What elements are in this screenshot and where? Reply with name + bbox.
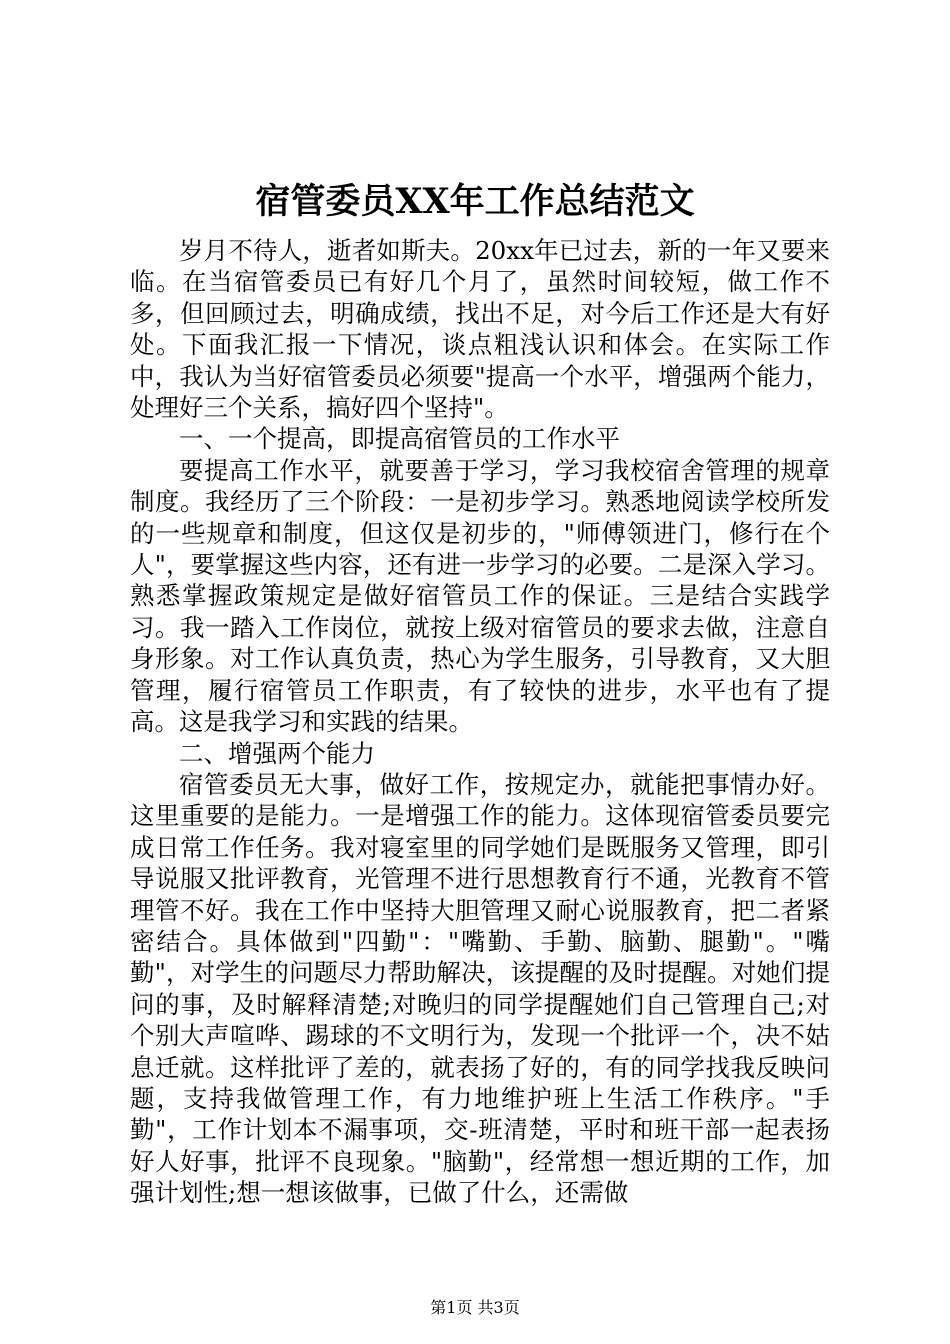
section-heading-2: 二、增强两个能力	[179, 738, 375, 768]
paragraph-section-1: 要提高工作水平，就要善于学习，学习我校宿舍管理的规章制度。我经历了三个阶段：一是初步学习。熟悉地阅读学校所发的一些规章和制度，但这仅是初步的，"师傅领进门，修行在个人"，要掌握这些内容，还有进一步学习的必要。二是深入学习。熟悉掌握政策规定是做好宿管员工作的保证。三是结合实践学习。我一踏入工作岗位，就按上级对宿管员的要求去做，注意自身形象。对工作认真负责，热心为学生服务，引导教育，又大胆管理，履行宿管员工作职责，有了较快的进步，水平也有了提高。这是我学习和实践的结果。	[130, 455, 830, 737]
section-heading-1: 一、一个提高，即提高宿管员的工作水平	[179, 424, 620, 454]
paragraph-section-2: 宿管委员无大事，做好工作，按规定办，就能把事情办好。这里重要的是能力。一是增强工作的能力。这体现宿管委员要完成日常工作任务。我对寝室里的同学她们是既服务又管理，即引导说服又批评教育，光管理不进行思想教育行不通，光教育不管理管不好。我在工作中坚持大胆管理又耐心说服教育，把二者紧密结合。具体做到"四勤"："嘴勤、手勤、脑勤、腿勤"。"嘴勤"，对学生的问题尽力帮助解决，该提醒的及时提醒。对她们提问的事，及时解释清楚;对晚归的同学提醒她们自己管理自己;对个别大声喧哗、踢球的不文明行为，发现一个批评一个，决不姑息迁就。这样批评了差的，就表扬了好的，有的同学找我反映问题，支持我做管理工作，有力地维护班上生活工作秩序。"手勤"，工作计划本不漏事项，交-班清楚，平时和班干部一起表扬好人好事，批评不良现象。"脑勤"，经常想一想近期的工作，加强计划性;想一想该做事，已做了什么，还需做	[130, 769, 830, 1208]
paragraph-intro: 岁月不待人，逝者如斯夫。20xx年已过去，新的一年又要来临。在当宿管委员已有好几个月了，虽然时间较短，做工作不多，但回顾过去，明确成绩，找出不足，对今后工作还是大有好处。下面我汇报一下情况，谈点粗浅认识和体会。在实际工作中，我认为当好宿管委员必须要"提高一个水平，增强两个能力，处理好三个关系，搞好四个坚持"。	[130, 236, 830, 423]
page-footer: 第1页 共3页	[430, 1298, 520, 1317]
document-body	[130, 235, 830, 1209]
document-title: 宿管委员XX年工作总结范文	[255, 181, 695, 222]
